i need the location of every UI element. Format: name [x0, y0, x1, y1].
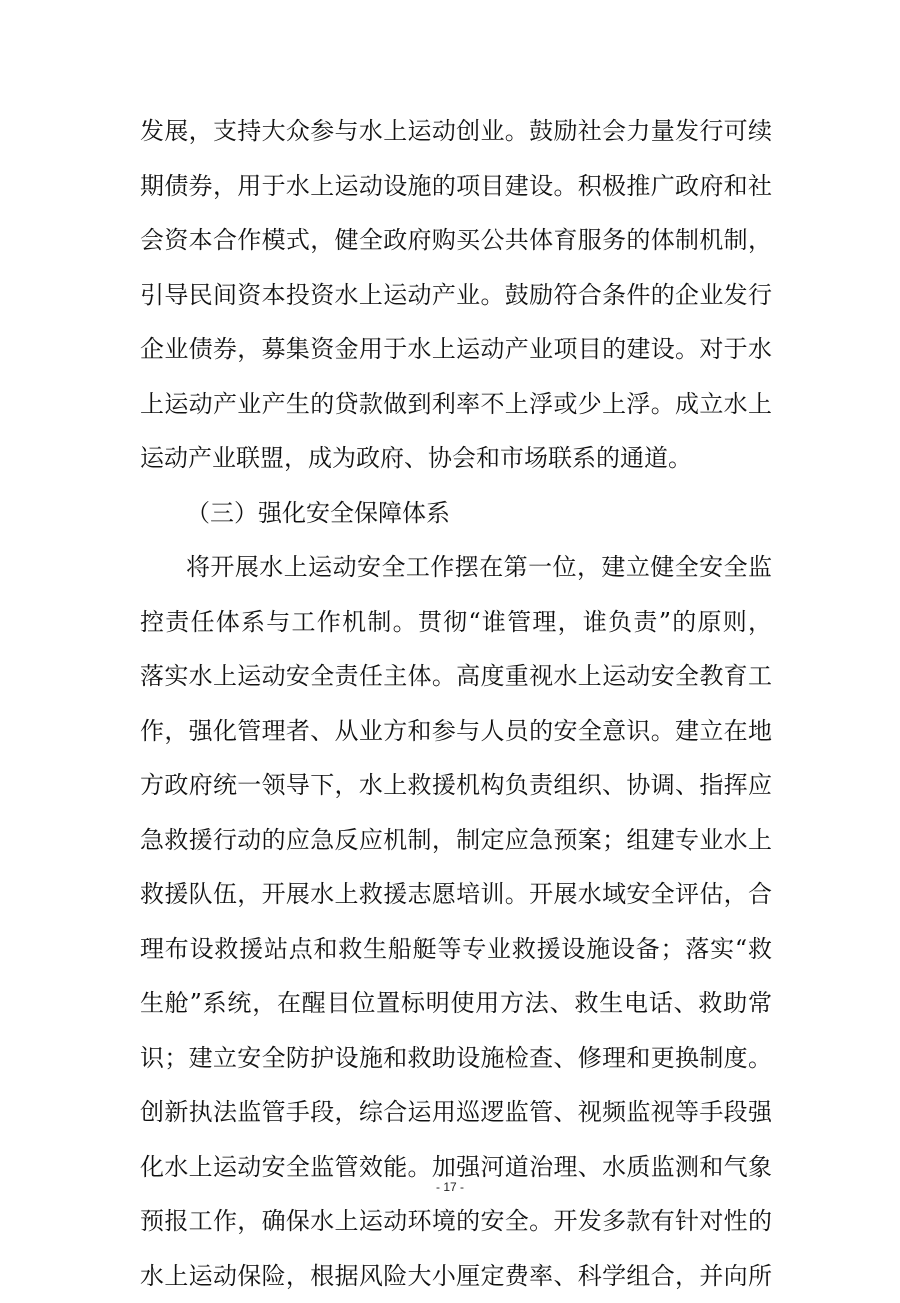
- paragraph-line: 急救援行动的应急反应机制，制定应急预案；组建专业水上: [140, 813, 772, 868]
- paragraph-line: 上运动产业产生的贷款做到利率不上浮或少上浮。成立水上: [140, 377, 772, 432]
- paragraph-line: 企业债券，募集资金用于水上运动产业项目的建设。对于水: [140, 322, 772, 377]
- paragraph-line: 作，强化管理者、从业方和参与人员的安全意识。建立在地: [140, 704, 772, 759]
- paragraph-line: 生舱”系统，在醒目位置标明使用方法、救生电话、救助常: [140, 976, 772, 1031]
- section-heading: （三）强化安全保障体系: [140, 486, 772, 541]
- paragraph-line: 期债券，用于水上运动设施的项目建设。积极推广政府和社: [140, 159, 772, 214]
- paragraph-line: 控责任体系与工作机制。贯彻“谁管理，谁负责”的原则，: [140, 595, 772, 650]
- paragraph-line: 水上运动保险，根据风险大小厘定费率、科学组合，并向所: [140, 1249, 772, 1303]
- paragraph-line: 落实水上运动安全责任主体。高度重视水上运动安全教育工: [140, 649, 772, 704]
- paragraph-line: 引导民间资本投资水上运动产业。鼓励符合条件的企业发行: [140, 268, 772, 323]
- paragraph-line: 运动产业联盟，成为政府、协会和市场联系的通道。: [140, 431, 772, 486]
- body-text: [140, 104, 772, 1303]
- paragraph-line: 发展，支持大众参与水上运动创业。鼓励社会力量发行可续: [140, 104, 772, 159]
- paragraph-line: 方政府统一领导下，水上救援机构负责组织、协调、指挥应: [140, 758, 772, 813]
- paragraph-line: 会资本合作模式，健全政府购买公共体育服务的体制机制，: [140, 213, 772, 268]
- paragraph-line: 将开展水上运动安全工作摆在第一位，建立健全安全监: [140, 540, 772, 595]
- paragraph-line: 预报工作，确保水上运动环境的安全。开发多款有针对性的: [140, 1194, 772, 1249]
- paragraph-line: 救援队伍，开展水上救援志愿培训。开展水域安全评估，合: [140, 867, 772, 922]
- paragraph-line: 理布设救援站点和救生船艇等专业救援设施设备；落实“救: [140, 922, 772, 977]
- page-number: - 17 -: [0, 1180, 900, 1194]
- paragraph-line: 创新执法监管手段，综合运用巡逻监管、视频监视等手段强: [140, 1085, 772, 1140]
- paragraph-line: 识；建立安全防护设施和救助设施检查、修理和更换制度。: [140, 1031, 772, 1086]
- paragraph-line: 化水上运动安全监管效能。加强河道治理、水质监测和气象: [140, 1140, 772, 1195]
